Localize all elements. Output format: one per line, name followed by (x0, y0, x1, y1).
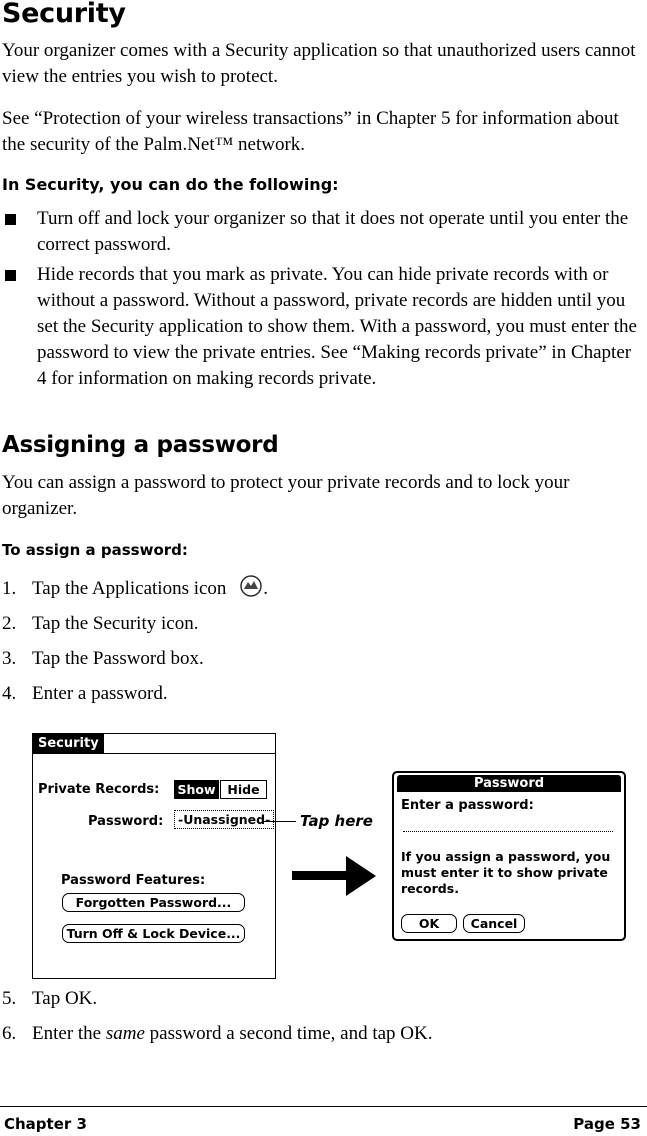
procedure-title: To assign a password: (2, 541, 188, 559)
step-text-post: password a second time, and tap OK. (144, 1023, 433, 1044)
intro-paragraph: Your organizer comes with a Security application so that unauthorized users cannot view the entries you wish to protect. (2, 40, 636, 87)
step-item (2, 986, 97, 1012)
step-text: Enter a password. (32, 683, 168, 704)
step-suffix: . (263, 578, 268, 599)
bullet-item (2, 262, 642, 392)
password-prompt: Enter a password: (401, 798, 534, 813)
step-text-emphasis: same (105, 1023, 145, 1044)
bullet-square-icon (5, 270, 16, 281)
step-text: Tap the Applications icon (32, 578, 227, 599)
bullet-square-icon (5, 214, 16, 225)
bullet-text: Turn off and lock your organizer so that it does not operate until you enter the correct password. (37, 208, 629, 255)
footer-page: Page 53 (573, 1115, 641, 1133)
step-text: Tap OK. (32, 988, 98, 1009)
password-entry-field[interactable] (403, 831, 613, 832)
step-item (2, 575, 268, 602)
step-number: 5. (2, 988, 17, 1009)
applications-icon (239, 575, 263, 597)
lead-heading: In Security, you can do the following: (2, 175, 339, 194)
page-title: Security (2, 0, 126, 29)
step-text: Tap the Security icon. (32, 613, 199, 634)
step-text: Tap the Password box. (32, 648, 204, 669)
password-dialog (392, 771, 626, 941)
password-label: Password: (88, 814, 164, 829)
callout-label: Tap here (300, 812, 373, 830)
forgotten-password-button[interactable]: Forgotten Password... (62, 893, 245, 912)
step-number: 6. (2, 1023, 17, 1044)
step-text-pre: Enter the (32, 1023, 106, 1044)
hide-button[interactable]: Hide (220, 780, 267, 799)
password-dialog-title: Password (397, 775, 621, 792)
step-number: 4. (2, 683, 17, 704)
callout-line (264, 821, 296, 822)
step-item (2, 611, 198, 637)
password-features-label: Password Features: (61, 873, 206, 888)
page-footer (0, 1106, 647, 1133)
show-button[interactable]: Show (174, 780, 219, 799)
security-screen-title: Security (33, 734, 104, 754)
turn-off-lock-button[interactable]: Turn Off & Lock Device... (62, 924, 245, 943)
private-records-label: Private Records: (38, 782, 160, 797)
step-item (2, 646, 204, 672)
section-intro: You can assign a password to protect your private records and to lock your organizer. (2, 472, 570, 519)
step-item (2, 681, 168, 707)
step-item (2, 1021, 433, 1047)
ok-button[interactable]: OK (401, 914, 457, 933)
password-box[interactable]: -Unassigned- (174, 810, 274, 829)
bullet-item (2, 206, 642, 258)
cancel-button[interactable]: Cancel (463, 914, 525, 933)
arrow-right-icon (292, 854, 378, 898)
footer-chapter: Chapter 3 (4, 1115, 87, 1133)
section-title: Assigning a password (2, 432, 279, 458)
step-number: 2. (2, 613, 17, 634)
password-note: If you assign a password, you must enter it to show private records. (401, 849, 611, 896)
see-also-paragraph: See “Protection of your wireless transactions” in Chapter 5 for information about the security of the Palm.Net™ network. (2, 108, 619, 155)
security-screen (32, 733, 276, 979)
step-number: 3. (2, 648, 17, 669)
bullet-text: Hide records that you mark as private. You can hide private records with or without a password. Without a password, private records are hidden until you set the Security application to show them. With a password, you must enter the password to view the private entries. See “Making records private” in Chapter 4 for information on making records private. (37, 264, 637, 389)
step-number: 1. (2, 578, 17, 599)
